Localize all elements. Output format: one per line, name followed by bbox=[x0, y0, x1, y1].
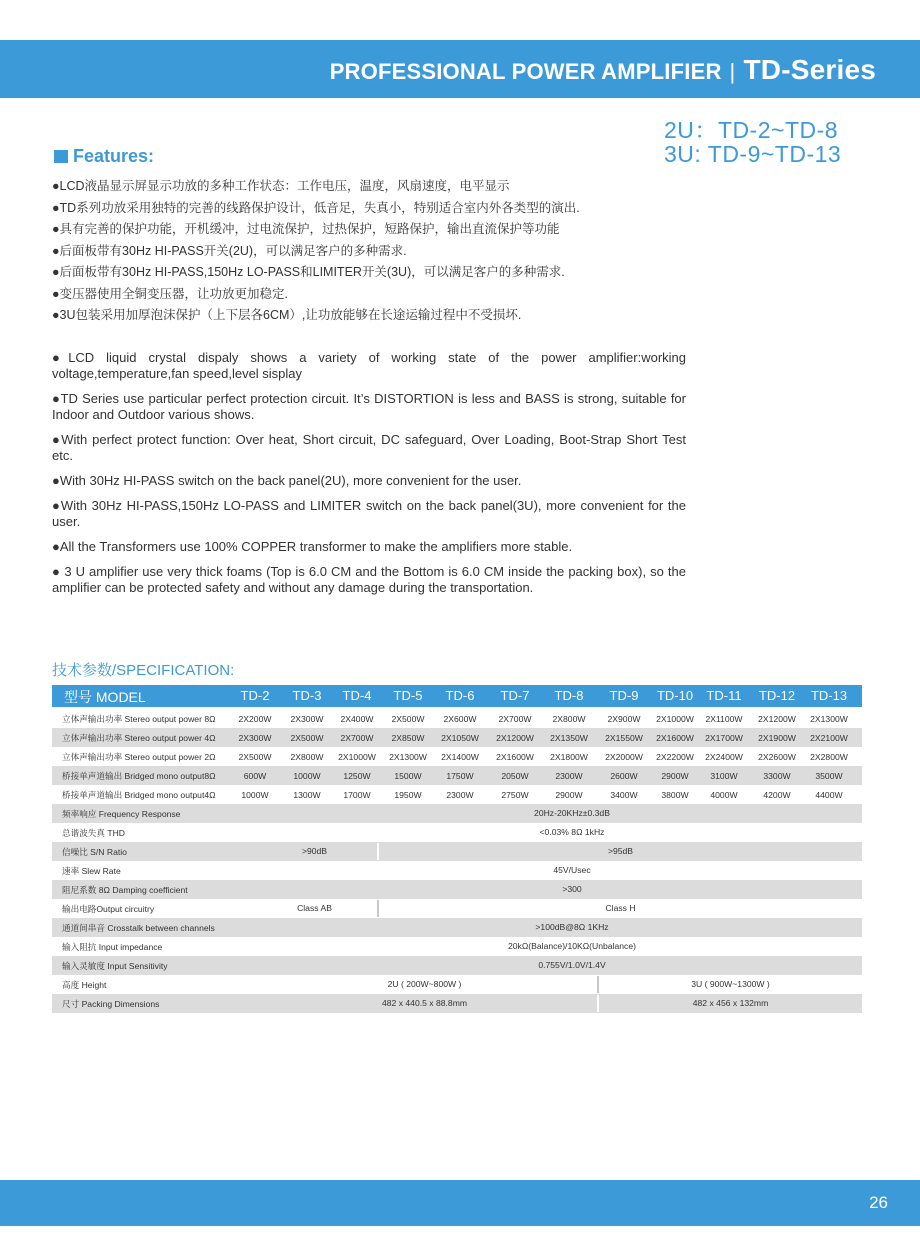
spec-cell: 2X700W bbox=[340, 733, 374, 743]
models-2u: 2U：TD-2~TD-8 bbox=[664, 117, 839, 143]
header-title bbox=[330, 54, 876, 86]
spec-cell: 1000W bbox=[293, 771, 321, 781]
spec-row bbox=[52, 804, 862, 823]
spec-value-left: 482 x 440.5 x 88.8mm bbox=[381, 998, 468, 1008]
cn-features-list bbox=[52, 176, 652, 327]
spec-cell: 2X300W bbox=[290, 714, 324, 724]
spec-value: 20kΩ(Balance)/10KΩ(Unbalance) bbox=[508, 941, 636, 951]
header-bar bbox=[0, 40, 920, 98]
spec-row-label: 桥接单声道输出 Bridged mono output8Ω bbox=[62, 771, 216, 781]
models-3u: 3U: TD-9~TD-13 bbox=[664, 141, 842, 167]
spec-row bbox=[52, 937, 862, 956]
features-heading-text: Features: bbox=[73, 146, 155, 166]
spec-cell: 2X500W bbox=[391, 714, 425, 724]
spec-row-label: 信噪比 S/N Ratio bbox=[62, 847, 127, 857]
spec-row-label: 高度 Height bbox=[62, 980, 107, 990]
spec-cell: 1500W bbox=[394, 771, 422, 781]
spec-cell: 2X700W bbox=[498, 714, 532, 724]
spec-cell: 2900W bbox=[661, 771, 689, 781]
spec-cell: 2X2600W bbox=[758, 752, 796, 762]
spec-cell: 2X900W bbox=[607, 714, 641, 724]
spec-row-label: 尺寸 Packing Dimensions bbox=[62, 999, 160, 1009]
spec-row bbox=[52, 956, 862, 975]
model-column-header: TD-8 bbox=[554, 688, 584, 703]
spec-row-label: 总谐波失真 THD bbox=[62, 828, 126, 838]
spec-cell: 2X500W bbox=[238, 752, 272, 762]
model-column-header: TD-11 bbox=[706, 688, 742, 703]
feature-item-cn: ●3U包装采用加厚泡沫保护（上下层各6CM）,让功放能够在长途运输过程中不受损坏. bbox=[52, 308, 522, 322]
spec-cell: 4200W bbox=[763, 790, 791, 800]
spec-cell: 2X1050W bbox=[441, 733, 479, 743]
spec-cell: 2X2000W bbox=[605, 752, 643, 762]
spec-value-left: Class AB bbox=[297, 903, 332, 913]
model-column-header: TD-13 bbox=[810, 688, 848, 703]
spec-cell: 2X1800W bbox=[550, 752, 588, 762]
model-column-header: TD-9 bbox=[609, 688, 639, 703]
feature-item-en: ●With perfect protect function: Over heat, Short circuit, DC safeguard, Over Loading, Boot-Strap Short Test etc. bbox=[52, 432, 686, 463]
feature-item-cn: ●具有完善的保护功能，开机缓冲，过电流保护，过热保护，短路保护，输出直流保护等功能 bbox=[52, 222, 560, 236]
spec-cell: 2X2400W bbox=[705, 752, 743, 762]
spec-cell: 2X500W bbox=[290, 733, 324, 743]
feature-item-en: ●LCD liquid crystal dispaly shows a variety of working state of the power amplifier:working voltage,temperature,fan speed,level sisplay bbox=[52, 350, 686, 381]
spec-cell: 2X800W bbox=[290, 752, 324, 762]
feature-item-cn: ●后面板带有30Hz HI-PASS,150Hz LO-PASS和LIMITER开关(3U)，可以满足客户的多种需求. bbox=[52, 265, 565, 279]
model-column-header: TD-12 bbox=[758, 688, 796, 703]
spec-cell: 2X1100W bbox=[705, 714, 743, 724]
model-column-header: TD-6 bbox=[445, 688, 475, 703]
spec-row-label: 输入灵敏度 Input Sensitivity bbox=[62, 961, 168, 971]
spec-value: 20Hz-20KHz±0.3dB bbox=[534, 808, 610, 818]
spec-cell: 1300W bbox=[293, 790, 321, 800]
spec-row-label: 阻尼系数 8Ω Damping coefficient bbox=[62, 885, 188, 895]
spec-row-label: 桥接单声道输出 Bridged mono output4Ω bbox=[62, 790, 216, 800]
spec-cell: 2X800W bbox=[552, 714, 586, 724]
model-column-header: TD-3 bbox=[292, 688, 322, 703]
spec-cell: 2X1350W bbox=[550, 733, 588, 743]
model-column-header: TD-7 bbox=[500, 688, 530, 703]
feature-item-cn: ●LCD液晶显示屏显示功放的多种工作状态：工作电压，温度，风扇速度，电平显示 bbox=[52, 179, 510, 193]
spec-row bbox=[52, 709, 862, 728]
spec-row-label: 输入阻抗 Input impedance bbox=[62, 942, 163, 952]
spec-row bbox=[52, 823, 862, 842]
spec-value-left: >90dB bbox=[301, 846, 328, 856]
feature-item-cn: ●变压器使用全铜变压器，让功放更加稳定. bbox=[52, 286, 289, 301]
spec-cell: 2X2100W bbox=[810, 733, 848, 743]
spec-cell: 2300W bbox=[555, 771, 583, 781]
spec-cell: 2050W bbox=[501, 771, 529, 781]
footer-bar bbox=[0, 1180, 920, 1226]
spec-cell: 2X2800W bbox=[810, 752, 848, 762]
spec-cell: 2X1200W bbox=[758, 714, 796, 724]
spec-table-header bbox=[52, 685, 862, 707]
header-separator: | bbox=[729, 59, 736, 84]
feature-item-en: ●With 30Hz HI-PASS,150Hz LO-PASS and LIMITER switch on the back panel(3U), more convenient for the user. bbox=[52, 498, 686, 529]
spec-cell: 1250W bbox=[343, 771, 371, 781]
spec-row bbox=[52, 880, 862, 899]
spec-row bbox=[52, 747, 862, 766]
spec-row-label: 通道间串音 Crosstalk between channels bbox=[62, 923, 215, 933]
feature-item-en: ● 3 U amplifier use very thick foams (Top is 6.0 CM and the Bottom is 6.0 CM inside the packing box), so the amplifier can be protected safety and without any damage during the transportation. bbox=[52, 564, 686, 595]
feature-item-en: ●All the Transformers use 100% COPPER transformer to make the amplifiers more stable. bbox=[52, 539, 573, 554]
header-title-text: PROFESSIONAL POWER AMPLIFIER bbox=[329, 59, 722, 84]
feature-item-en: ●TD Series use particular perfect protection circuit. It’s DISTORTION is less and BASS is strong, suitable for Indoor and Outdoor various shows. bbox=[52, 391, 686, 422]
spec-cell: 1700W bbox=[343, 790, 371, 800]
spec-cell: 2X1400W bbox=[441, 752, 479, 762]
model-column-header: TD-10 bbox=[656, 688, 694, 703]
spec-row-label: 频率响应 Frequency Response bbox=[62, 809, 181, 819]
spec-row-label: 输出电路Output circuitry bbox=[62, 904, 155, 914]
spec-cell: 2X1600W bbox=[496, 752, 534, 762]
spec-row bbox=[52, 785, 862, 804]
spec-cell: 2750W bbox=[501, 790, 529, 800]
spec-cell: 2X1600W bbox=[656, 733, 694, 743]
spec-cell: 1950W bbox=[394, 790, 422, 800]
spec-cell: 4400W bbox=[815, 790, 843, 800]
model-column-header: TD-2 bbox=[240, 688, 270, 703]
spec-row bbox=[52, 728, 862, 747]
series-name: TD-Series bbox=[743, 54, 876, 85]
spec-cell: 2X200W bbox=[238, 714, 272, 724]
spec-row bbox=[52, 766, 862, 785]
spec-cell: 2X1550W bbox=[605, 733, 643, 743]
spec-cell: 2900W bbox=[555, 790, 583, 800]
feature-item-cn: ●后面板带有30Hz HI-PASS开关(2U)，可以满足客户的多种需求. bbox=[52, 243, 407, 258]
model-label: 型号 MODEL bbox=[64, 689, 146, 705]
spec-cell: 2X300W bbox=[238, 733, 272, 743]
spec-row bbox=[52, 842, 862, 861]
spec-cell: 3800W bbox=[661, 790, 689, 800]
spec-cell: 2X400W bbox=[340, 714, 374, 724]
spec-table bbox=[52, 685, 862, 1013]
spec-heading: 技术参数/SPECIFICATION: bbox=[52, 662, 235, 679]
features-heading bbox=[54, 146, 154, 167]
spec-row-label: 速率 Slew Rate bbox=[62, 866, 121, 876]
spec-cell: 2X1300W bbox=[810, 714, 848, 724]
spec-cell: 2X600W bbox=[443, 714, 477, 724]
square-bullet-icon bbox=[54, 150, 68, 163]
spec-cell: 2X1900W bbox=[758, 733, 796, 743]
spec-cell: 4000W bbox=[710, 790, 738, 800]
spec-value: <0.03% 8Ω 1kHz bbox=[539, 827, 605, 837]
spec-row-label: 立体声输出功率 Stereo output power 4Ω bbox=[62, 733, 216, 743]
page-number: 26 bbox=[869, 1193, 888, 1212]
spec-value: >100dB@8Ω 1KHz bbox=[535, 922, 609, 932]
spec-cell: 3400W bbox=[610, 790, 638, 800]
spec-row-label: 立体声输出功率 Stereo output power 2Ω bbox=[62, 752, 216, 762]
spec-cell: 600W bbox=[243, 771, 267, 781]
spec-row bbox=[52, 861, 862, 880]
spec-cell: 2300W bbox=[446, 790, 474, 800]
spec-cell: 2X2200W bbox=[656, 752, 694, 762]
spec-value-right: 482 x 456 x 132mm bbox=[692, 998, 769, 1008]
spec-value: 0.755V/1.0V/1.4V bbox=[538, 960, 606, 970]
feature-item-en: ●With 30Hz HI-PASS switch on the back panel(2U), more convenient for the user. bbox=[52, 473, 522, 488]
spec-value-right: Class H bbox=[605, 903, 636, 913]
en-features-list bbox=[52, 350, 686, 605]
spec-row-label: 立体声输出功率 Stereo output power 8Ω bbox=[62, 714, 216, 724]
spec-cell: 1750W bbox=[446, 771, 474, 781]
spec-cell: 3100W bbox=[710, 771, 738, 781]
spec-row bbox=[52, 975, 862, 994]
spec-cell: 2X1000W bbox=[338, 752, 376, 762]
spec-value-right: 3U ( 900W~1300W ) bbox=[691, 979, 770, 989]
spec-cell: 3300W bbox=[763, 771, 791, 781]
spec-cell: 3500W bbox=[815, 771, 843, 781]
spec-cell: 2600W bbox=[610, 771, 638, 781]
spec-row bbox=[52, 918, 862, 937]
spec-value-right: >95dB bbox=[607, 846, 634, 856]
spec-cell: 2X1700W bbox=[705, 733, 743, 743]
spec-row bbox=[52, 899, 862, 918]
spec-cell: 2X850W bbox=[391, 733, 425, 743]
spec-row bbox=[52, 994, 862, 1013]
spec-value-left: 2U ( 200W~800W ) bbox=[387, 979, 462, 989]
spec-cell: 2X1000W bbox=[656, 714, 694, 724]
spec-value: >300 bbox=[562, 884, 582, 894]
spec-cell: 1000W bbox=[241, 790, 269, 800]
spec-cell: 2X1300W bbox=[389, 752, 427, 762]
model-column-header: TD-4 bbox=[342, 688, 372, 703]
model-column-header: TD-5 bbox=[393, 688, 423, 703]
spec-value: 45V/Usec bbox=[553, 865, 591, 875]
spec-cell: 2X1200W bbox=[496, 733, 534, 743]
feature-item-cn: ●TD系列功放采用独特的完善的线路保护设计，低音足，失真小，特别适合室内外各类型的演出. bbox=[52, 200, 580, 215]
